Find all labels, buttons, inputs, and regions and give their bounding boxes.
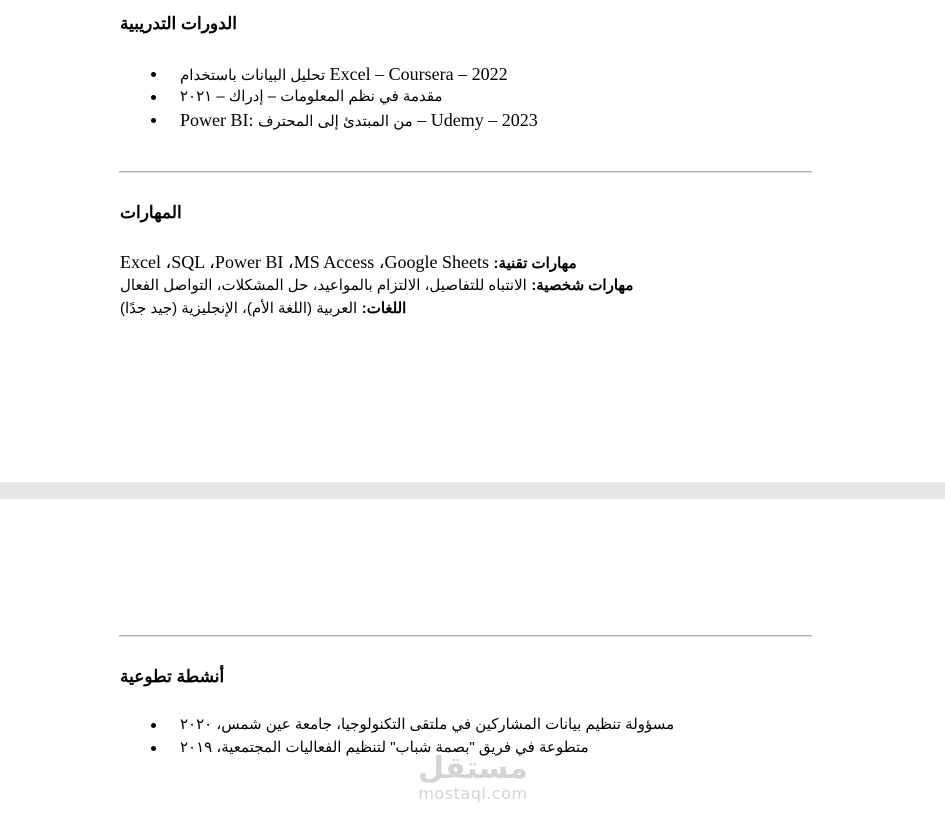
technical-skills-label: مهارات تقنية: (493, 255, 577, 272)
course-item-ar: من المبتدئ إلى المحترف (258, 113, 413, 130)
courses-heading: الدورات التدريبية (120, 14, 237, 33)
personal-skills-line (120, 273, 633, 297)
watermark-logo (414, 752, 532, 802)
personal-skills-label: مهارات شخصية: (531, 277, 634, 294)
course-item-en: Excel – Coursera – 2022 (329, 64, 508, 84)
skills-heading: المهارات (120, 203, 182, 222)
volunteer-item (0, 714, 945, 736)
course-item (0, 63, 945, 85)
languages-line (120, 296, 406, 320)
course-item-en: Power BI: (180, 110, 254, 130)
languages-label: اللغات: (361, 300, 407, 317)
volunteer-heading: أنشطة تطوعية (120, 667, 225, 686)
languages-value: العربية (اللغة الأم)، الإنجليزية (جيد جدًا) (120, 300, 358, 317)
watermark-latin: mostaql.com (418, 784, 528, 803)
page-break (0, 482, 945, 499)
course-item-text (180, 63, 508, 87)
bullet-icon (151, 746, 156, 751)
volunteer-item-text: مسؤولة تنظيم بيانات المشاركين في ملتقى التكنولوجيا، جامعة عين شمس، ٢٠٢٠ (180, 716, 675, 733)
technical-skills-value: Excel ،SQL ،Power BI ،MS Access ،Google Sheets (120, 252, 490, 272)
bullet-icon (151, 95, 156, 100)
course-item-text (180, 109, 538, 133)
bullet-icon (151, 723, 156, 728)
course-item-text: مقدمة في نظم المعلومات – إدراك – ٢٠٢١ (180, 88, 443, 105)
course-item-en: – Udemy – 2023 (417, 110, 538, 130)
personal-skills-value: الانتباه للتفاصيل، الالتزام بالمواعيد، حل المشكلات، التواصل الفعال (120, 277, 527, 294)
course-item-ar: تحليل البيانات باستخدام (180, 67, 326, 84)
course-item (0, 86, 945, 108)
bullet-icon (151, 118, 156, 123)
course-item (0, 109, 945, 131)
volunteer-item-text: متطوعة في فريق "بصمة شباب" لتنظيم الفعاليات المجتمعية، ٢٠١٩ (180, 739, 589, 756)
watermark-arabic: مستقل (418, 751, 528, 786)
bullet-icon (151, 72, 156, 77)
section-divider (119, 635, 812, 637)
technical-skills-line (120, 251, 577, 275)
section-divider (119, 171, 812, 173)
